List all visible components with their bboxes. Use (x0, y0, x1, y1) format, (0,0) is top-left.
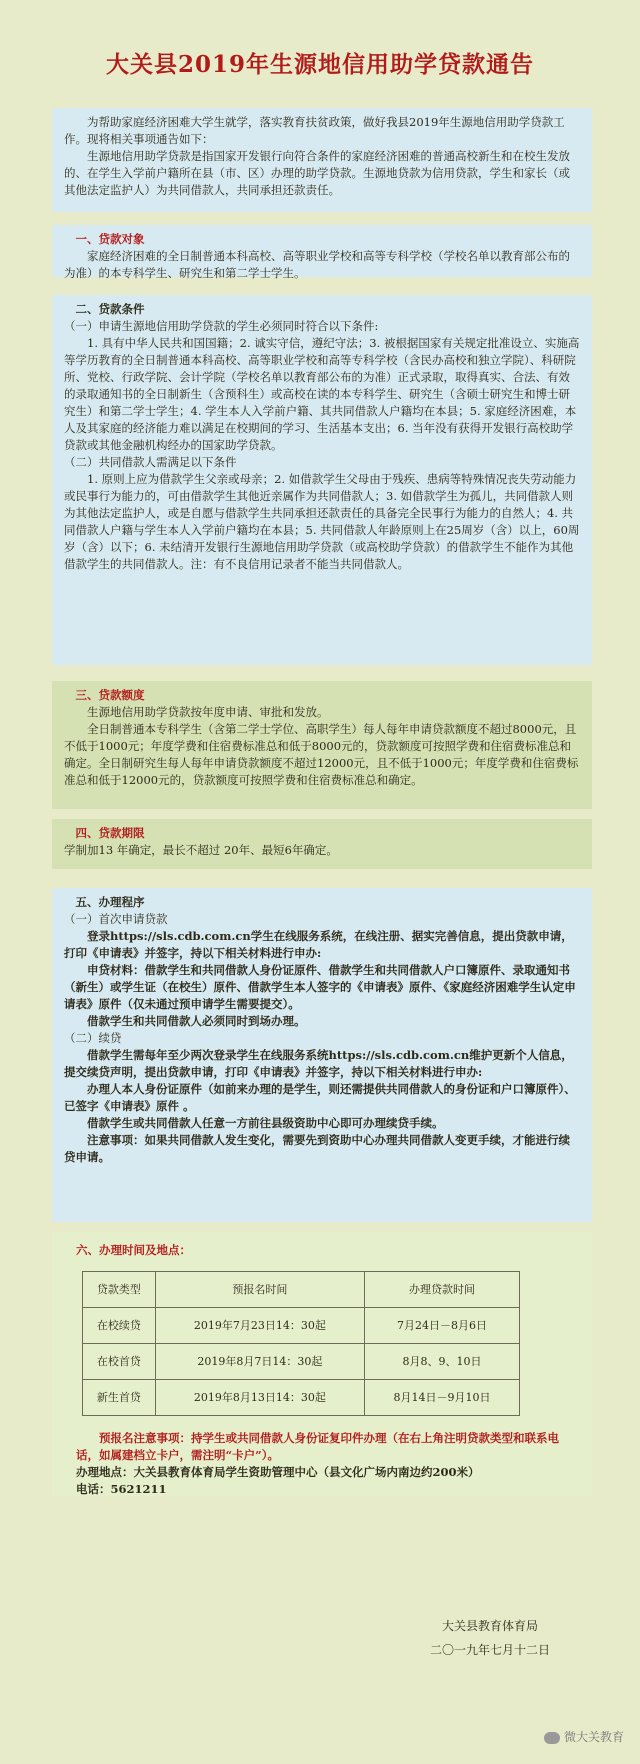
signature-org: 大关县教育体育局 (441, 1619, 538, 1633)
procedure-paragraph-1: 登录https://sls.cdb.com.cn学生在线服务系统，在线注册、据实完善信息，提出贷款申请，打印《申请表》并签字，持以下相关材料进行申办: (64, 929, 573, 960)
table-cell: 8月14日－9月10日 (365, 1380, 520, 1416)
section-loan-target (52, 225, 592, 280)
procedure-paragraph-2: 申贷材料：借款学生和共同借款人身份证原件、借款学生和共同借款人户口簿原件、录取通知书（新生）或学生证（在校生）原件、借款学生本人签字的《申请表》原件、《家庭经济困难学生认定申请表》原件（仅未通过预申请学生需要提交）。 (64, 963, 576, 1011)
section-loan-conditions (52, 295, 592, 665)
table-cell: 2019年8月7日14：30起 (155, 1344, 364, 1380)
wechat-icon (544, 1732, 560, 1744)
office-phone: 电话：5621211 (76, 1482, 167, 1496)
table-cell: 新生首贷 (83, 1380, 156, 1416)
section-paragraph-2: 全日制普通本专科学生（含第二学士学位、高职学生）每人每年申请贷款额度不超过8000元，且不低于1000元；年度学费和住宿费标准总和低于8000元的，贷款额度可按照学费和住宿费标准总和确定。全日制研究生每人每年申请贷款额度不超过12000元，且不低于1000元；年度学费和住宿费标准总和低于12000元的，贷款额度可按照学费和住宿费标准总和确定。 (64, 722, 579, 787)
table-row (83, 1344, 520, 1380)
schedule-table (82, 1271, 520, 1416)
procedure-paragraph-3: 借款学生和共同借款人必须同时到场办理。 (87, 1014, 306, 1028)
section-loan-amount (52, 681, 592, 809)
watermark (544, 1728, 624, 1745)
column-header: 贷款类型 (83, 1272, 156, 1308)
subheading-first-application: （一）首次申请贷款 (64, 912, 168, 926)
section-heading: 四、贷款期限 (75, 826, 145, 840)
procedure-paragraph-6: 借款学生或共同借款人任意一方前往县级资助中心即可办理续贷手续。 (87, 1116, 444, 1130)
table-cell: 2019年8月13日14：30起 (155, 1380, 364, 1416)
co-borrower-conditions-body: 1. 原则上应为借款学生父亲或母亲；2. 如借款学生父母由于残疾、患病等特殊情况丧失劳动能力或民事行为能力的，可由借款学生其他近亲属作为共同借款人；3. 如借款学生为孤儿，共同借款人则为其他法定监护人，或是自愿与借款学生共同承担还款责任的具备完全民事行为能力的自然人；4. 共同借款人户籍与学生本人入学前户籍均在本县；5. 共同借款人年龄原则上在25周岁（含）以上，60周岁（含）以下；6. 未结清开发银行生源地信用助学贷款（或高校助学贷款）的借款学生不能作为其他借款学生的共同借款人。注：有不良信用记录者不能当共同借款人。 (64, 472, 580, 571)
signature-date: 二〇一九年七月十二日 (429, 1643, 550, 1657)
table-cell: 8月8、9、10日 (365, 1344, 520, 1380)
page-title: 大关县2019年生源地信用助学贷款通告 (105, 51, 534, 78)
table-row (83, 1380, 520, 1416)
intro-paragraph-1: 为帮助家庭经济困难大学生就学，落实教育扶贫政策，做好我县2019年生源地信用助学贷款工作。现将相关事项通告如下： (64, 115, 565, 146)
section-loan-term (52, 819, 592, 869)
section-time-and-place (52, 1232, 592, 1496)
section-body: 家庭经济困难的全日制普通本科高校、高等职业学校和高等专科学校（学校名单以教育部公布的为准）的本专科学生、研究生和第二学士学生。 (64, 249, 570, 280)
procedure-paragraph-5: 办理人本人身份证原件（如前来办理的是学生，则还需提供共同借款人的身份证和户口簿原件）、已签字《申请表》原件 。 (64, 1082, 576, 1113)
office-address: 办理地点：大关县教育体育局学生资助管理中心（县文化广场内南边约200米） (76, 1465, 480, 1479)
table-cell: 在校续贷 (83, 1308, 156, 1344)
signature-block (430, 1614, 550, 1662)
procedure-paragraph-7: 注意事项：如果共同借款人发生变化，需要先到资助中心办理共同借款人变更手续，才能进行续贷申请。 (64, 1133, 570, 1164)
intro-paragraph-2: 生源地信用助学贷款是指国家开发银行向符合条件的家庭经济困难的普通高校新生和在校生发放的、在学生入学前户籍所在县（市、区）办理的助学贷款。生源地贷款为信用贷款，学生和家长（或其他法定监护人）为共同借款人，共同承担还款责任。 (64, 149, 570, 197)
section-heading: 六、办理时间及地点： (76, 1243, 191, 1257)
subheading-student-conditions: （一）申请生源地信用助学贷款的学生必须同时符合以下条件: (64, 319, 379, 333)
table-cell: 2019年7月23日14：30起 (155, 1308, 364, 1344)
subheading-renewal: （二）续贷 (64, 1031, 122, 1045)
section-paragraph-1: 生源地信用助学贷款按年度申请、审批和发放。 (87, 705, 329, 719)
section-heading: 一、贷款对象 (75, 232, 145, 246)
column-header: 办理贷款时间 (365, 1272, 520, 1308)
section-body: 学制加13 年确定，最长不超过 20年、最短6年确定。 (64, 843, 338, 857)
pre-registration-note: 预报名注意事项：持学生或共同借款人身份证复印件办理（在右上角注明贷款类型和联系电话，如属建档立卡户，需注明“卡户”）。 (76, 1431, 559, 1462)
column-header: 预报名时间 (155, 1272, 364, 1308)
student-conditions-body: 1. 具有中华人民共和国国籍；2. 诚实守信，遵纪守法；3. 被根据国家有关规定批准设立、实施高等学历教育的全日制普通本科高校、高等职业学校和高等专科学校（含民办高校和独立学院）、科研院所、党校、行政学院、会计学院（学校名单以教育部公布的为准）正式录取，取得真实、合法、有效的录取通知书的全日制新生（含预科生）或高校在读的本专科学生、研究生（含硕士研究生和博士研究生）和第二学士学生；4. 学生本人入学前户籍、其共同借款人户籍均在本县；5. 家庭经济困难，本人及其家庭的经济能力难以满足在校期间的学习、生活基本支出；6. 当年没有获得开发银行高校助学贷款或其他金融机构经办的国家助学贷款。 (64, 336, 580, 452)
watermark-text: 微大关教育 (563, 1730, 624, 1744)
table-cell: 7月24日－8月6日 (365, 1308, 520, 1344)
section-heading: 三、贷款额度 (75, 688, 145, 702)
table-header-row (83, 1272, 520, 1308)
section-heading: 二、贷款条件 (75, 302, 145, 316)
intro-box (52, 108, 592, 212)
section-procedure (52, 888, 592, 1222)
procedure-paragraph-4: 借款学生需每年至少两次登录学生在线服务系统https://sls.cdb.com.cn维护更新个人信息，提交续贷声明，提出贷款申请，打印《申请表》并签字，持以下相关材料进行申办: (64, 1048, 573, 1079)
table-row (83, 1308, 520, 1344)
subheading-co-borrower-conditions: （二）共同借款人需满足以下条件 (64, 455, 237, 469)
table-cell: 在校首贷 (83, 1344, 156, 1380)
section-heading: 五、办理程序 (75, 895, 145, 909)
